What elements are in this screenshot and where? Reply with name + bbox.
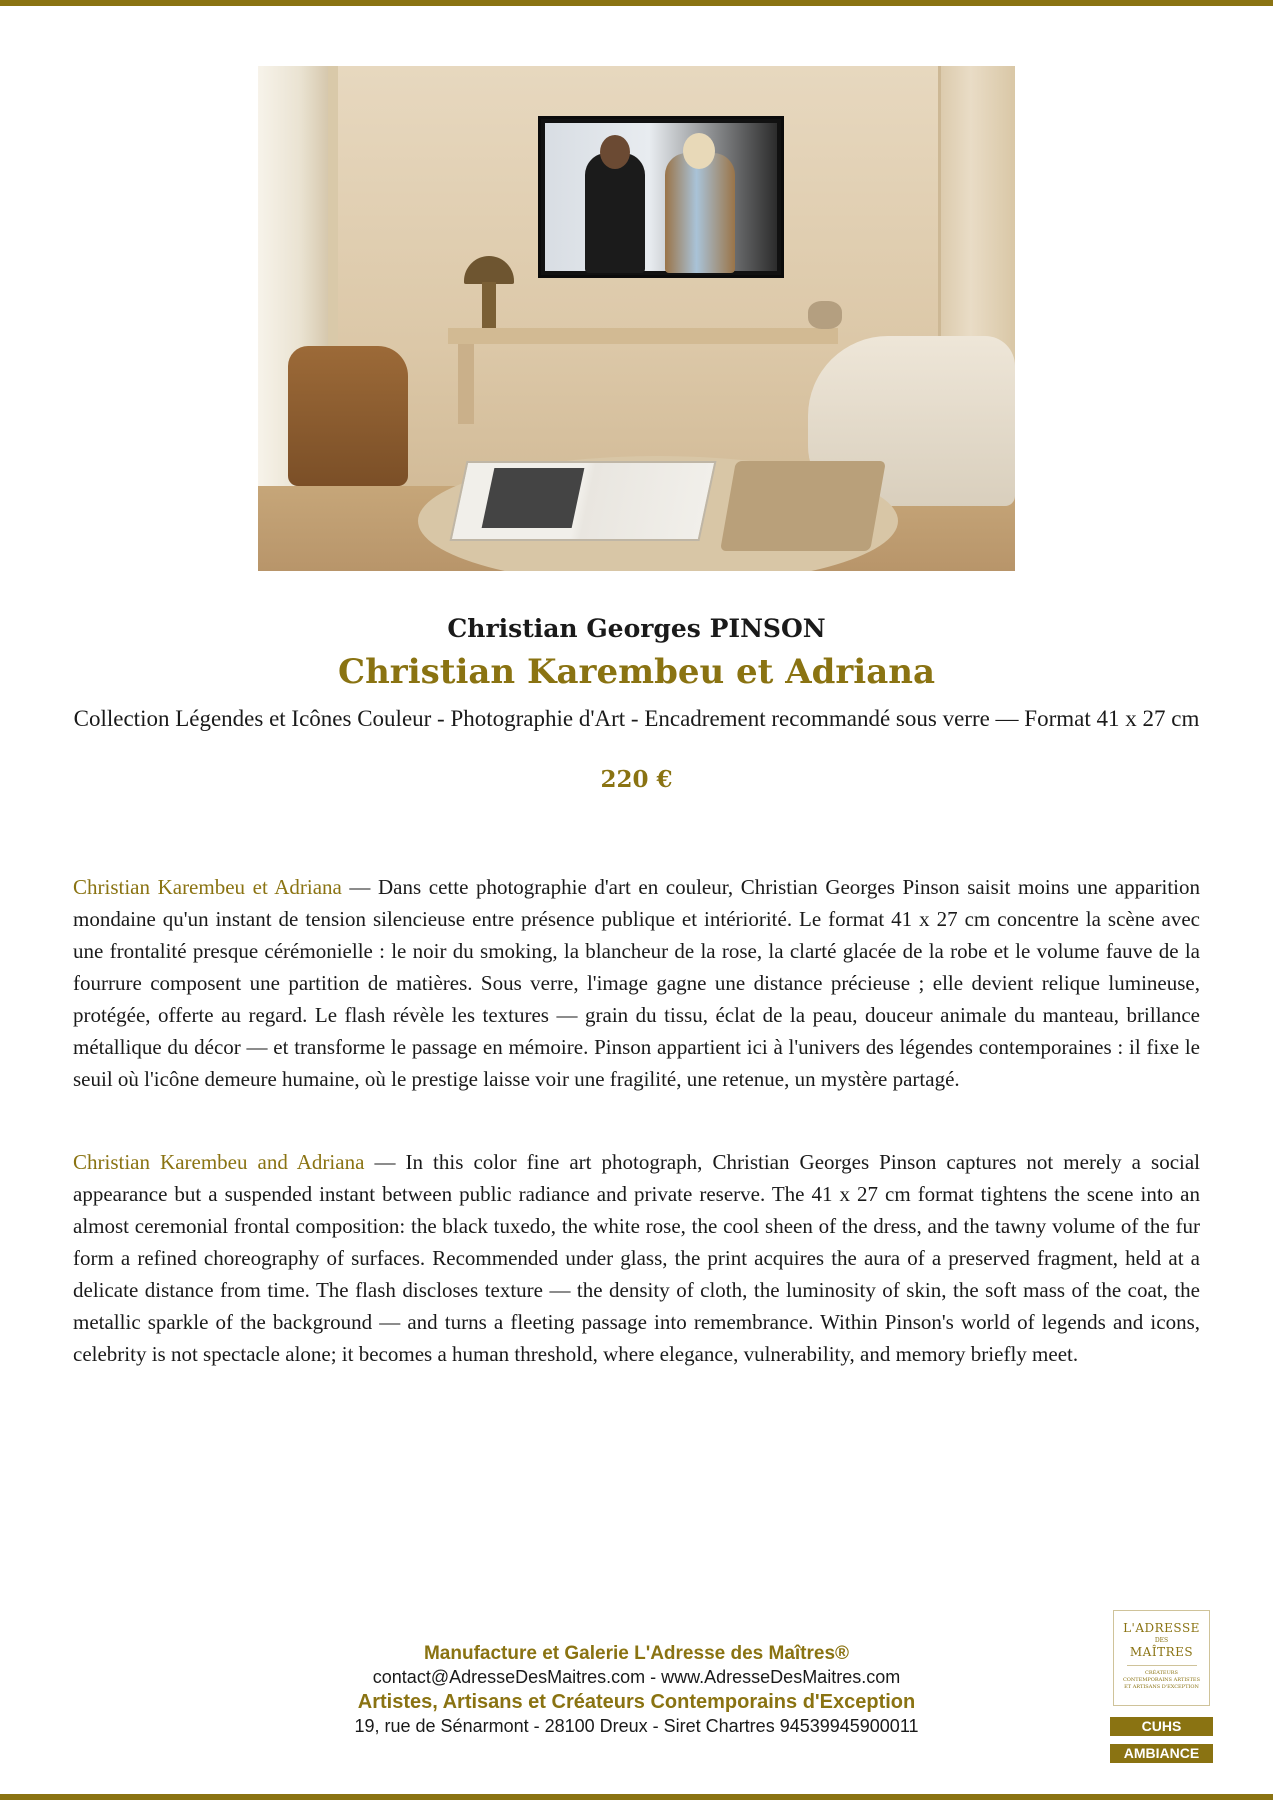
badge-cuhs: CUHS: [1110, 1717, 1213, 1736]
book-photo: [482, 468, 585, 528]
artwork-subtitle: Collection Légendes et Icônes Couleur - Photographie d'Art - Encadrement recommandé sous verre — Format 41 x 27 cm: [73, 706, 1200, 731]
wall-molding: [938, 66, 1015, 366]
footer-tagline: Artistes, Artisans et Créateurs Contemporains d'Exception: [357, 1691, 916, 1713]
footer-address: 19, rue de Sénarmont - 28100 Dreux - Siret Chartres 94539945900011: [354, 1716, 919, 1736]
lamp-base: [482, 282, 496, 328]
description-fr-lead: Christian Karembeu et Adriana: [73, 875, 342, 899]
logo-tagline: CRÉATEURS CONTEMPORAINS ARTISTES ET ARTISANS D'EXCEPTION: [1122, 1670, 1201, 1690]
framed-artwork: [538, 116, 784, 278]
bottom-border-rule: [0, 1794, 1273, 1800]
gallery-logo: [1113, 1610, 1210, 1706]
artwork-title: Christian Karembeu et Adriana: [338, 652, 935, 692]
armchair: [288, 346, 408, 486]
price: 220 €: [600, 766, 673, 793]
description-fr: [73, 871, 1200, 1095]
throw-blanket: [720, 461, 886, 551]
figure-head: [600, 135, 630, 169]
description-en: [73, 1146, 1200, 1370]
orchid-vase: [808, 301, 842, 329]
figure-tuxedo: [585, 153, 645, 273]
logo-divider: [1127, 1665, 1197, 1666]
artist-name: Christian Georges PINSON: [447, 614, 826, 643]
footer-gallery-name: Manufacture et Galerie L'Adresse des Maîtres®: [423, 1643, 850, 1664]
console-table: [448, 328, 838, 344]
description-en-text: — In this color fine art photograph, Christian Georges Pinson captures not merely a social appearance but a suspended instant between public radiance and private reserve. The 41 x 27 cm format tightens the scene into an almost ceremonial frontal composition: the black tuxedo, the white rose, the cool sheen of the dress, and the tawny volume of the fur form a refined choreography of surfaces. Recommended under glass, the print acquires the aura of a preserved fragment, held at a delicate distance from time. The flash discloses texture — the density of cloth, the luminosity of skin, the soft mass of the coat, the metallic sparkle of the background — and turns a fleeting passage into remembrance. Within Pinson's world of legends and icons, celebrity is not spectacle alone; it becomes a human threshold, where elegance, vulnerability, and memory briefly meet.: [73, 1150, 1201, 1366]
figure-head: [683, 133, 715, 169]
footer-contact[interactable]: contact@AdresseDesMaitres.com - www.AdresseDesMaitres.com: [372, 1667, 901, 1687]
footer: [0, 1642, 1273, 1738]
badge-ambiance: AMBIANCE: [1110, 1744, 1213, 1763]
console-leg: [458, 344, 474, 424]
figure-fur-coat: [665, 153, 735, 273]
description-en-lead: Christian Karembeu and Adriana: [73, 1150, 365, 1174]
description-fr-text: — Dans cette photographie d'art en couleur, Christian Georges Pinson saisit moins une apparition mondaine qu'un instant de tension silencieuse entre présence publique et intériorité. Le format 41 x 27 cm concentre la scène avec une frontalité presque cérémonielle : le noir du smoking, la blancheur de la rose, la clarté glacée de la robe et le volume fauve de la fourrure composent une partition de matières. Sous verre, l'image gagne une distance précieuse ; elle devient relique lumineuse, protégée, offerte au regard. Le flash révèle les textures — grain du tissu, éclat de la peau, douceur animale du manteau, brillance métallique du décor — et transforme le passage en mémoire. Pinson appartient ici à l'univers des légendes contemporaines : il fixe le seuil où l'icône demeure humaine, où le prestige laisse voir une fragilité, une retenue, un mystère partagé.: [73, 875, 1200, 1091]
product-image: [258, 66, 1015, 571]
top-border-rule: [0, 0, 1273, 6]
logo-line-3: MAÎTRES: [1129, 1645, 1194, 1659]
logo-line-2: DES: [1154, 1637, 1169, 1644]
lamp-icon: [464, 256, 514, 284]
logo-line-1: L'ADRESSE: [1123, 1621, 1200, 1635]
